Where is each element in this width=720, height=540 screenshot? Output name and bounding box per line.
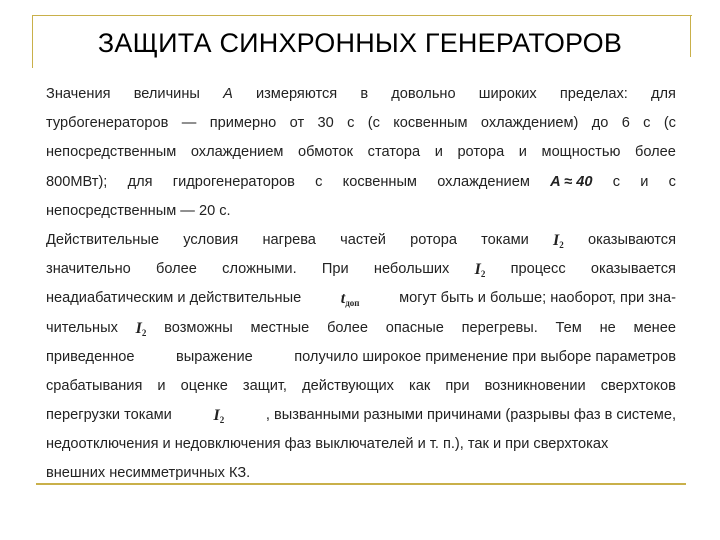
word: величины — [133, 86, 200, 102]
text-segment: получило широкое применение при выборе параметров — [294, 348, 676, 365]
text-line-11 — [46, 372, 676, 401]
word: (с — [663, 115, 676, 132]
word: измеряются — [255, 86, 338, 102]
text-segment: могут быть и больше; наоборот, при зна- — [399, 290, 676, 307]
text-line-4 — [46, 168, 676, 197]
word: турбогенераторов — [46, 115, 169, 132]
word: мощностью — [541, 144, 621, 161]
word: возникновении — [484, 377, 586, 394]
word: действующих — [302, 377, 394, 394]
word: небольших — [373, 261, 450, 278]
word: более — [634, 144, 676, 161]
word: выражение — [176, 348, 253, 365]
word: при — [445, 377, 470, 394]
frame-bottom-line — [36, 483, 686, 485]
word: условия — [183, 231, 239, 248]
word: с — [347, 115, 355, 132]
word: до — [591, 115, 609, 132]
word: нагрева — [262, 231, 316, 248]
word: косвенным — [342, 173, 417, 190]
slide-title: ЗАЩИТА СИНХРОННЫХ ГЕНЕРАТОРОВ — [97, 28, 623, 58]
word: (с — [367, 115, 380, 132]
word: процесс — [510, 261, 566, 278]
word: Тем — [555, 319, 582, 336]
word: — — [181, 115, 197, 132]
symbol-t-dop: $t_{доп}$ — [340, 290, 360, 309]
text-line-7 — [46, 255, 676, 284]
word: как — [409, 377, 431, 394]
word: ротора — [457, 144, 505, 161]
word: При — [321, 261, 349, 278]
word: охлаждением) — [480, 115, 579, 132]
text-line-6 — [46, 226, 676, 255]
word: сложными. — [222, 261, 297, 278]
word: для — [127, 173, 153, 190]
text-segment: внешних несимметричных КЗ. — [46, 465, 251, 482]
symbol-i2: $I_2$ — [553, 231, 564, 250]
symbol-a-approx: A ≈ 40 — [550, 173, 593, 190]
text-line-3 — [46, 138, 676, 167]
word: токами — [481, 231, 529, 248]
word: оказываются — [587, 231, 676, 248]
word: для — [651, 86, 676, 102]
word: защит, — [242, 377, 287, 394]
word: частей — [340, 231, 386, 248]
subscript: 2 — [141, 327, 147, 338]
word: перегревы. — [461, 319, 538, 336]
symbol-i2: $I_2$ — [135, 319, 147, 338]
body-text — [46, 80, 676, 489]
word: приведенное — [46, 348, 135, 365]
word: чительных — [46, 319, 118, 336]
word: охлаждением — [190, 144, 284, 161]
text-segment: перегрузки токами — [46, 407, 172, 424]
word: опасные — [385, 319, 444, 336]
word: Значения — [46, 86, 111, 102]
word: широких — [478, 86, 537, 102]
word: 6 — [621, 115, 630, 132]
text-line-9 — [46, 314, 676, 343]
word: гидрогенераторов — [172, 173, 295, 190]
word: срабатывания — [46, 377, 143, 394]
subscript: доп — [345, 298, 360, 309]
text-segment: , вызванными разными причинами (разрывы фаз в системе, — [265, 407, 676, 424]
word: непосредственным — 20 с. — [46, 202, 231, 219]
subscript: 2 — [480, 269, 486, 280]
word: 800МВт); — [46, 173, 108, 190]
word: оценке — [180, 377, 228, 394]
word: и — [518, 144, 527, 161]
word: с — [612, 173, 621, 190]
word: с — [668, 173, 676, 190]
text-segment: неадиабатическим и действительные — [46, 290, 302, 307]
text-line-5 — [46, 197, 676, 226]
word: в — [360, 86, 369, 102]
text-line-2 — [46, 109, 676, 138]
word: 30 — [317, 115, 334, 132]
text-line-13 — [46, 430, 676, 459]
symbol-a: A — [223, 86, 233, 102]
word: не — [599, 319, 616, 336]
word: более — [327, 319, 368, 336]
text-line-12 — [46, 401, 676, 430]
word: сверхтоков — [600, 377, 676, 394]
word: оказывается — [590, 261, 676, 278]
word: и — [640, 173, 649, 190]
word: обмоток — [298, 144, 354, 161]
word: значительно — [46, 261, 131, 278]
subscript: 2 — [559, 239, 564, 250]
symbol-i2: $I_2$ — [474, 261, 486, 280]
word: и — [157, 377, 166, 394]
word: от — [289, 115, 305, 132]
text-line-10 — [46, 343, 676, 372]
frame-top-line — [32, 15, 692, 16]
text-line-8 — [46, 284, 676, 313]
word: непосредственным — [46, 144, 177, 161]
word: статора — [367, 144, 421, 161]
word: пределах: — [559, 86, 628, 102]
word: примерно — [209, 115, 277, 132]
word: и — [434, 144, 443, 161]
word: охлаждением — [437, 173, 530, 190]
symbol-i2: $I_2$ — [213, 407, 225, 426]
word: косвенным — [393, 115, 468, 132]
text-line-1 — [46, 80, 676, 109]
word: ротора — [410, 231, 457, 248]
word: с — [643, 115, 651, 132]
word: довольно — [391, 86, 456, 102]
word: более — [156, 261, 197, 278]
subscript: 2 — [219, 415, 225, 426]
text-segment: недоотключения и недовключения фаз выключателей и т. п.), так и при сверхтоках — [46, 436, 609, 453]
word: местные — [250, 319, 310, 336]
word: с — [315, 173, 323, 190]
word: возможны — [164, 319, 233, 336]
word: Действительные — [46, 231, 159, 248]
word: менее — [633, 319, 676, 336]
